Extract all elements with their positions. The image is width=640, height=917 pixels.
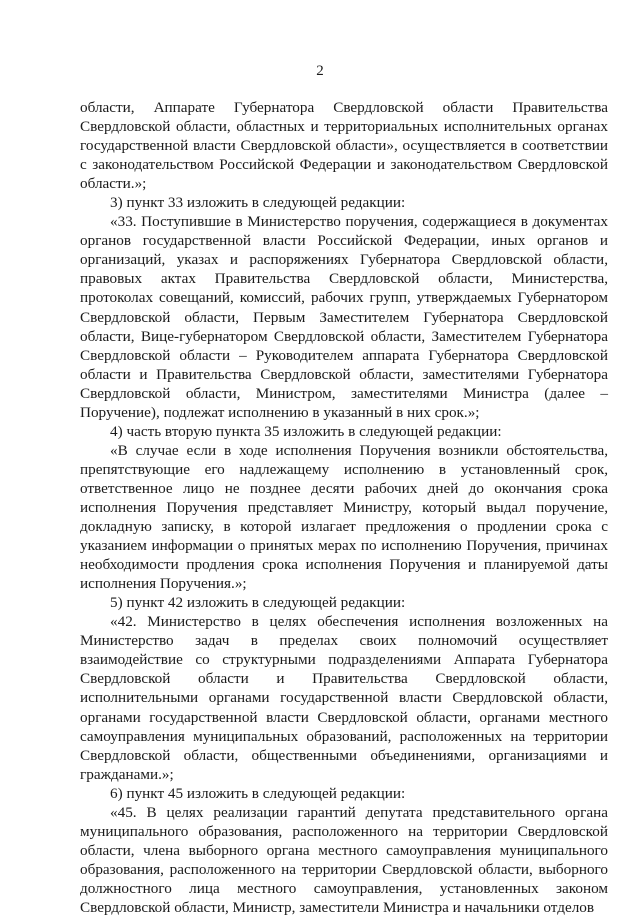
paragraph-item-42-text: «42. Министерство в целях обеспечения исполнения возложенных на Министерство задач в пределах своих полномочий осуществляет взаимодействие со структурными подразделениями Аппарата Губернатора Свердловской области и Правительства Свердловской области, исполнительными органами государственной власти Свердловской области, органами государственной власти Свердловской области, органами местного самоуправления муниципальных образований, расположенных на территории Свердловской области, общественными объединениями, организациями и гражданами.»; <box>80 613 608 783</box>
document-body <box>80 98 608 917</box>
paragraph-item-5-heading: 5) пункт 42 изложить в следующей редакции: <box>110 594 406 612</box>
paragraph-item-45-text: «45. В целях реализации гарантий депутата представительного органа муниципального образования, расположенного на территории Свердловской области, члена выборного органа местного самоуправления муниципального образования, расположенного на территории Свердловской области, выборного должностного лица местного самоуправления, установленных законом Свердловской области, Министр, заместители Министра и начальники отделов <box>80 803 608 916</box>
paragraph-item-3-heading: 3) пункт 33 изложить в следующей редакции: <box>110 194 406 212</box>
paragraph-item-35-text: «В случае если в ходе исполнения Поручения возникли обстоятельства, препятствующие его надлежащему исполнению в установленный срок, ответственное лицо не позднее десяти рабочих дней до окончания срока исполнения Поручения представляет Министру, который выдал поручение, докладную записку, в которой излагает предложения о продлении срока с указанием информации о принятых мерах по исполнению Поручения, причинах необходимости продления срока исполнения Поручения и планируемой даты исполнения Поручения.»; <box>80 441 608 593</box>
paragraph-item-33-text: «33. Поступившие в Министерство поручения, содержащиеся в документах органов государственной власти Российской Федерации, иных органов и организаций, указах и распоряжениях Губернатора Свердловской области, правовых актах Правительства Свердловской области, Министерства, протоколах совещаний, комиссий, рабочих групп, утверждаемых Губернатором Свердловской области, Первым Заместителем Губернатора Свердловской области, Вице-губернатором Свердловской области, Заместителем Губернатора Свердловской области – Руководителем аппарата Губернатора Свердловской области и Правительства Свердловской области, заместителями Губернатора Свердловской области, Министром, заместителями Министра (далее – Поручение), подлежат исполнению в указанный в них срок.»; <box>80 213 608 421</box>
page-number: 2 <box>316 63 324 79</box>
paragraph-item-4-heading: 4) часть вторую пункта 35 изложить в следующей редакции: <box>110 422 502 440</box>
paragraph-item-6-heading: 6) пункт 45 изложить в следующей редакции: <box>110 784 406 802</box>
paragraph-continuation: области, Аппарате Губернатора Свердловской области Правительства Свердловской области, областных и территориальных исполнительных органах государственной власти Свердловской области», осуществляется в соответствии с законодательством Российской Федерации и законодательством Свердловской области.»; <box>80 99 608 193</box>
